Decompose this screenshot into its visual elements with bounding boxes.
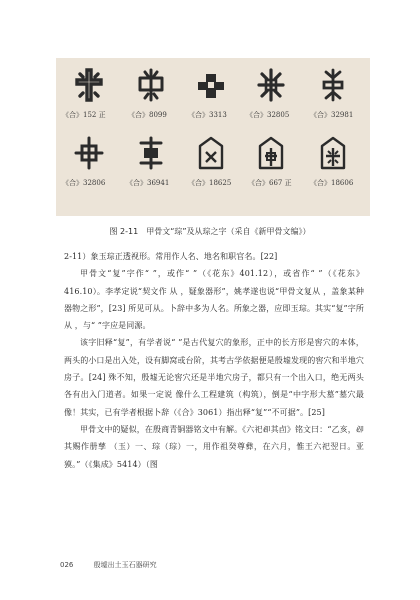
glyph-caption-1: 《合》152 正: [62, 111, 106, 119]
glyph-caption-6: 《合》32806: [62, 179, 106, 187]
paragraph-3: 该字旧释“复”，有学者说“ ”是古代复穴的象形，正中的长方形是窖穴的本体，两头的小口是出入处，设有脚窝或台阶，其考古学依据便是殷墟发现的窖穴和半地穴房子。[24] 殊不知，殷墟无论窖穴还是半地穴房子，都只有一个出入口，绝无两头各有出入门道者。如果一定说 像什么工程建筑（构筑），倒是“中字形大墓”墓穴最像！其实，已有学者根据卜辞（《合》3061）指出释“复”“不可据”。[25]: [64, 338, 364, 417]
oracle-glyph-7: [136, 136, 166, 170]
paragraph-4: 甲骨文中的疑似，在殷商青铜器铭文中有解。《六祀𠨘其卣》铭文曰：“乙亥，𠨘其赐作册孳 （玉）一、琮（琮）一，用作祖癸尊彝，在六月，惟王六祀翌日。亚獏。”（《集成》5414）（图: [64, 424, 364, 469]
oracle-glyph-8: [196, 136, 226, 170]
glyph-caption-9: 《合》667 正: [248, 179, 292, 187]
oracle-glyph-3: [196, 68, 226, 102]
glyph-caption-3: 《合》3313: [188, 111, 227, 119]
glyph-caption-8: 《合》18625: [188, 179, 232, 187]
figure-plate: [56, 58, 370, 216]
glyph-caption-4: 《合》32805: [246, 111, 290, 119]
figure-caption: 图 2-11 甲骨文“琮”及从琮之字（采自《新甲骨文编》）: [109, 227, 311, 236]
page-number: 026: [60, 561, 74, 569]
oracle-glyph-1: [74, 68, 104, 102]
glyph-caption-2: 《合》8099: [128, 111, 167, 119]
oracle-glyph-5: [318, 68, 348, 102]
oracle-glyph-6: [74, 136, 104, 170]
page-footer: [60, 560, 157, 570]
paragraph-2: 甲骨文“复”字作“ ”，或作“ ”（《花东》401.12），或省作“ ”（《花东》416.10）。李孝定说“契文作 从 ，疑象器形”，姚孝遂也说“甲骨文复从 ，盖象某种器物之形”，[23] 所见可从。卜辞中多为人名。所象之器，应即玉琮。其实“复”字所从 ，与“ ”字应是同源。: [64, 269, 364, 331]
oracle-glyph-10: [318, 136, 348, 170]
glyph-caption-10: 《合》18606: [310, 179, 354, 187]
book-title: 殷墟出土玉石器研究: [93, 561, 157, 569]
oracle-glyph-2: [136, 68, 166, 102]
body-text: [64, 248, 364, 473]
glyph-caption-7: 《合》36941: [126, 179, 170, 187]
paragraph-1: 2-11）象玉琮正透视形。常用作人名、地名和职官名。[22]: [64, 252, 278, 261]
glyph-caption-5: 《合》32981: [310, 111, 354, 119]
oracle-glyph-4: [256, 68, 286, 102]
oracle-glyph-9: [256, 136, 286, 170]
